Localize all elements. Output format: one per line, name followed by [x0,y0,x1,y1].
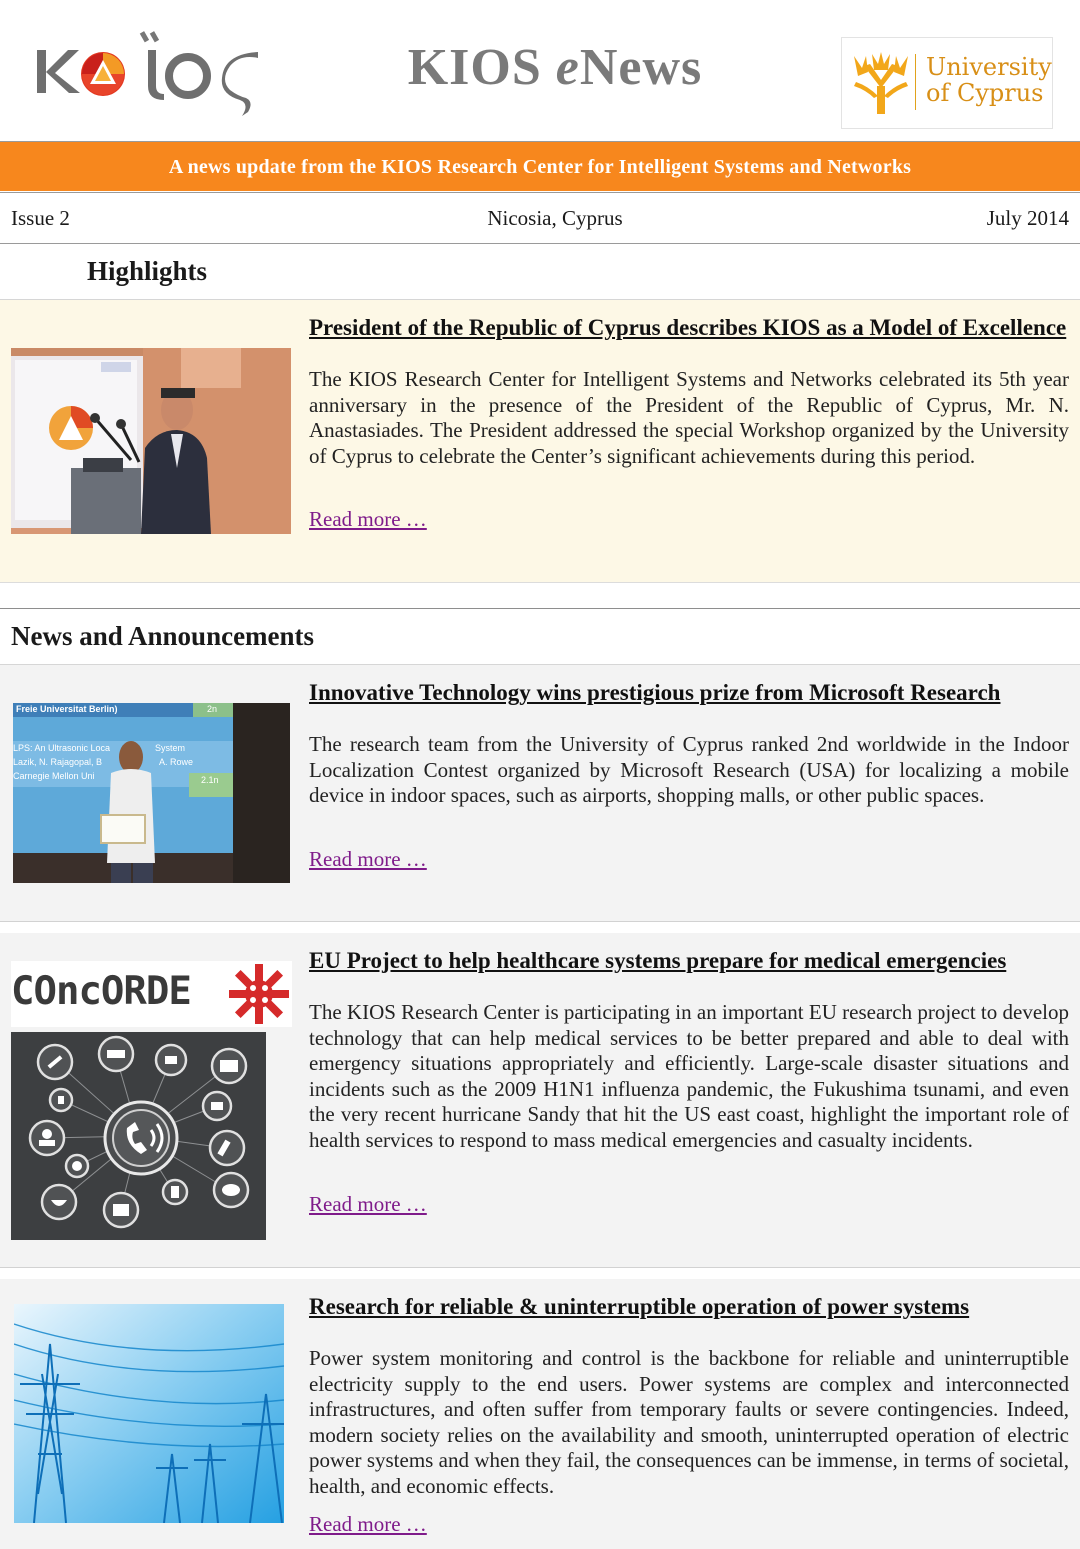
university-of-cyprus-logo [841,37,1053,129]
divider [0,921,1080,922]
news-rule [0,608,1080,609]
news-heading: News and Announcements [11,621,315,651]
issue-place: Nicosia, Cyprus [487,206,623,230]
read-more-link[interactable]: Read more … [309,507,427,531]
highlights-heading: Highlights [87,256,208,286]
image-caption-authors: Lazik, N. Rajagopal, B [13,757,103,767]
article-headline[interactable]: Innovative Technology wins prestigious prize from Microsoft Research [309,680,1001,705]
newsletter-header [0,0,1080,141]
divider [0,582,1080,583]
image-caption-uni: Freie Universitat Berlin) [16,704,118,714]
president-speech-photo [11,348,291,534]
divider [0,1267,1080,1268]
image-caption-title-end: System [155,743,186,753]
power-lines-image [14,1304,284,1523]
issue-rule [0,243,1080,244]
image-badge-score: 2.1n [201,775,219,785]
read-more-link[interactable]: Read more … [309,847,427,871]
highlight-article [0,300,1080,582]
article-body: The KIOS Research Center is participating in an important EU research project to develop technology that can help medical services to be better prepared and able to deal with emergency situations appropriately and efficiently. Large-scale disaster situations and incidents such as the 2009 H1N1 influenza pandemic, the Fukushima tsunami, and even the very recent hurricane Sandy that hit the US east coast, highlight the important role of health services to respond to mass medical emergencies and casualty incidents. [309,1000,1069,1152]
concorde-star-icon [226,961,292,1027]
news-article [0,665,1080,921]
news-article [0,1279,1080,1549]
read-more-link[interactable]: Read more … [309,1512,427,1536]
image-caption-authors-end: A. Rowe [159,757,194,767]
article-headline[interactable]: EU Project to help healthcare systems prepare for medical emergencies [309,948,1007,973]
image-badge-rank: 2n [207,704,218,714]
image-caption-title: LPS: An Ultrasonic Loca [13,743,111,753]
image-caption-affiliation: Carnegie Mellon Uni [13,771,95,781]
ucy-name: University of Cyprus [926,53,1052,107]
microsoft-prize-photo [13,703,290,883]
article-headline[interactable]: Research for reliable & uninterruptible operation of power systems [309,1294,970,1319]
article-body: The research team from the University of Cyprus ranked 2nd worldwide in the Indoor Localization Contest organized by Microsoft Research (USA) for localizing a mobile device in indoor spaces, such as airports, shopping malls, or other public spaces. [309,732,1069,808]
issue-info-line [0,193,1080,243]
newsletter-title: KIOS eNews [407,39,703,96]
news-article [0,933,1080,1267]
issue-number: Issue 2 [11,206,70,230]
article-body: Power system monitoring and control is the backbone for reliable and uninterruptible electricity supply to the end users. Power systems are complex and interconnected infrastructures, and often suffer from temporary faults or severe contingencies. Indeed, modern society relies on the availability and smooth, uninterrupted operation of electric power systems and when they fail, the consequences can be immense, in terms of societal, health, and economic effects. [309,1346,1069,1498]
issue-date: July 2014 [986,206,1069,230]
ucy-divider [915,54,916,110]
article-body: The KIOS Research Center for Intelligent Systems and Networks celebrated its 5th year anniversary in the presence of the President of the Republic of Cyprus, Mr. N. Anastasiades. The President addressed the special Workshop organized by the University of Cyprus to celebrate the Center’s significant achievements during this period. [309,367,1069,468]
medical-services-diagram [11,1032,266,1240]
article-headline[interactable]: President of the Republic of Cyprus describes KIOS as a Model of Excellence [309,315,1067,340]
ucy-tree-icon [852,52,910,114]
read-more-link[interactable]: Read more … [309,1192,427,1216]
concorde-logo: COncORDE [11,961,292,1027]
subtitle-banner: A news update from the KIOS Research Center for Intelligent Systems and Networks [0,142,1080,191]
